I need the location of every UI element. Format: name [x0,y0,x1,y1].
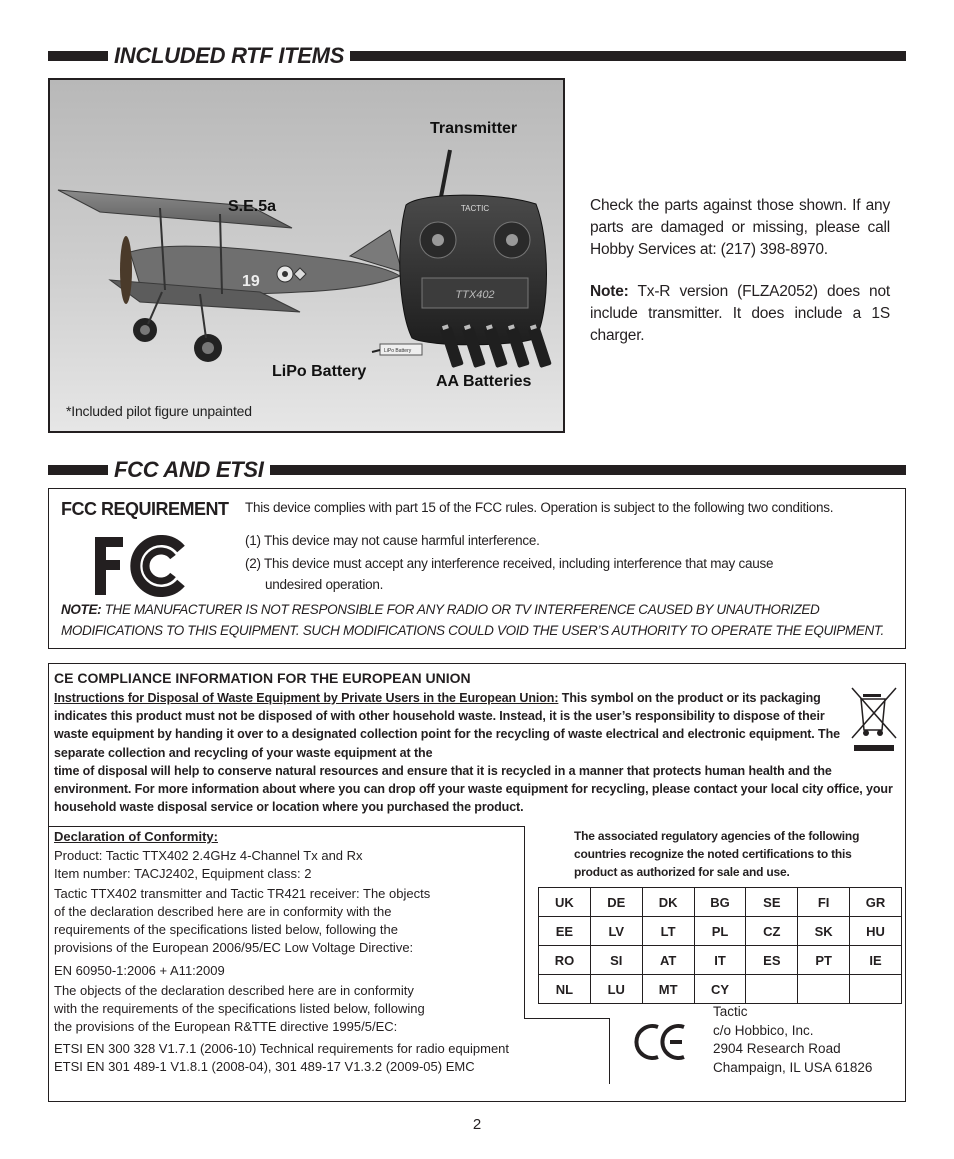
country-cell [798,975,850,1004]
lipo-label: LiPo Battery [272,363,367,380]
parts-check-text: Check the parts against those shown. If any parts are damaged or missing, please call Hobby Services at: (217) 398-8970. [590,197,890,258]
rtf-note [590,281,890,347]
plane-number: 19 [242,273,260,290]
country-cell: GR [850,888,902,917]
header-bar-left [48,465,108,475]
country-cell: FI [798,888,850,917]
doc-line: requirements of the specifications listed below, following the [54,922,398,937]
table-row [539,975,902,1004]
doc-line: ETSI EN 300 328 V1.7.1 (2006-10) Technical requirements for radio equipment [54,1041,510,1056]
address-line: Champaign, IL USA 61826 [713,1059,873,1075]
country-cell: SE [746,888,798,917]
country-cell: PT [798,946,850,975]
fcc-condition-1: (1) This device may not cause harmful interference. [245,533,540,548]
doc-line: ETSI EN 301 489-1 V1.8.1 (2008-04), 301 489-17 V1.3.2 (2009-05) EMC [54,1059,475,1074]
address-line: c/o Hobbico, Inc. [713,1022,814,1038]
country-cell: DK [642,888,694,917]
lipo-tag: LiPo Battery [384,348,412,354]
country-cell: PL [694,917,746,946]
country-cell: EE [539,917,591,946]
country-cell: IE [850,946,902,975]
transmitter-image [400,150,547,345]
country-cell: AT [642,946,694,975]
country-cell: IT [694,946,746,975]
disposal-text-2: time of disposal will help to conserve natural resources and ensure that it is recycled in a manner that protects human health and the environment. For more information about where you can drop off your waste equipment for recycling, please contact your local city office, your household waste disposal service or location where you purchased the product. [54,763,893,815]
header-bar-left [48,51,108,61]
table-row [539,888,902,917]
rtf-items-photo [48,78,565,433]
fcc-note-text: THE MANUFACTURER IS NOT RESPONSIBLE FOR ANY RADIO OR TV INTERFERENCE CAUSED BY UNAUTHORIZED MODIFICATIONS TO THIS EQUIPMENT. SUCH MODIFICATIONS COULD VOID THE USER’S AUTHORITY TO OPERATE THE EQUIPMENT. [61,602,884,638]
fcc-note [61,599,897,641]
country-cell [850,975,902,1004]
doc-line: of the declaration described here are in conformity with the [54,904,392,919]
fcc-requirement-box [48,488,906,649]
country-cell: RO [539,946,591,975]
fcc-intro: This device complies with part 15 of the FCC rules. Operation is subject to the following two conditions. [245,500,834,515]
transmitter-model: TTX402 [455,289,495,301]
doc-line: provisions of the European 2006/95/EC Low Voltage Directive: [54,940,414,955]
doc-line: Item number: TACJ2402, Equipment class: 2 [54,866,312,881]
country-cell: HU [850,917,902,946]
country-cell: BG [694,888,746,917]
doc-line: Product: Tactic TTX402 2.4GHz 4-Channel Tx and Rx [54,848,363,863]
country-cell: LU [590,975,642,1004]
ce-title: CE COMPLIANCE INFORMATION FOR THE EUROPEAN UNION [54,670,471,686]
aa-batteries-label: AA Batteries [436,373,532,390]
doc-line: with the requirements of the specifications listed below, following [54,1001,425,1016]
doc-line: The objects of the declaration described here are in conformity [54,983,414,998]
country-cell: CZ [746,917,798,946]
plane-label: S.E.5a [228,198,277,215]
declaration-heading: Declaration of Conformity: [54,829,218,844]
divider [609,1018,610,1084]
fcc-note-label: NOTE: [61,602,102,617]
weee-bin-icon [849,686,899,756]
disposal-instructions [54,689,902,816]
address-line: Tactic [713,1004,748,1019]
divider [524,826,525,1018]
country-cell: CY [694,975,746,1004]
rtf-section-header [48,44,906,68]
country-cell: LV [590,917,642,946]
header-bar-right [350,51,906,61]
fcc-condition-2b: undesired operation. [265,577,384,592]
countries-table [538,887,902,1004]
divider [524,1018,610,1019]
lipo-battery-image [372,344,422,355]
transmitter-label: Transmitter [430,120,518,137]
divider [49,826,524,827]
country-cell [746,975,798,1004]
fcc-heading: FCC REQUIREMENT [61,499,229,519]
table-row [539,917,902,946]
table-row [539,946,902,975]
disposal-paragraph-top [54,689,844,762]
rtf-note-label: Note: [590,283,629,300]
country-cell: LT [642,917,694,946]
country-cell: SK [798,917,850,946]
country-cell: ES [746,946,798,975]
doc-line: the provisions of the European R&TTE directive 1995/5/EC: [54,1019,398,1034]
rtf-section-title: INCLUDED RTF ITEMS [114,43,345,68]
manufacturer-address [713,1003,872,1077]
country-cell: UK [539,888,591,917]
transmitter-brand: TACTIC [460,204,490,213]
fcc-section-header [48,458,906,482]
fcc-section-title: FCC AND ETSI [114,457,264,482]
ce-mark-icon [634,1023,688,1061]
country-cell: MT [642,975,694,1004]
country-cell: SI [590,946,642,975]
doc-line: Tactic TTX402 transmitter and Tactic TR421 receiver: The objects [54,886,431,901]
disposal-text-1: This symbol on the product or its packaging indicates this product must not be disposed of with other household waste. Instead, it is the user’s responsibility to dispose of their waste equipment by handing it over to a designated collection point for the recycling of waste electrical and electronic equipment. The separate collection and recycling of your waste equipment at the [54,691,840,760]
address-line: 2904 Research Road [713,1041,841,1056]
fcc-logo-icon [93,535,185,597]
header-bar-right [270,465,906,475]
country-cell: NL [539,975,591,1004]
country-cell: DE [590,888,642,917]
page-number: 2 [472,1116,482,1133]
rtf-note-text: Tx-R version (FLZA2052) does not include transmitter. It does include a 1S charger. [590,283,890,344]
regulatory-agencies-text: The associated regulatory agencies of the following countries recognize the noted certifications to this product as authorized for sale and use. [574,829,860,879]
disposal-heading: Instructions for Disposal of Waste Equipment by Private Users in the European Union: [54,691,559,705]
pilot-footnote: *Included pilot figure unpainted [66,403,252,419]
fcc-condition-2a: (2) This device must accept any interference received, including interference that may cause [245,556,774,571]
doc-line: EN 60950-1:2006 + A11:2009 [54,963,225,978]
